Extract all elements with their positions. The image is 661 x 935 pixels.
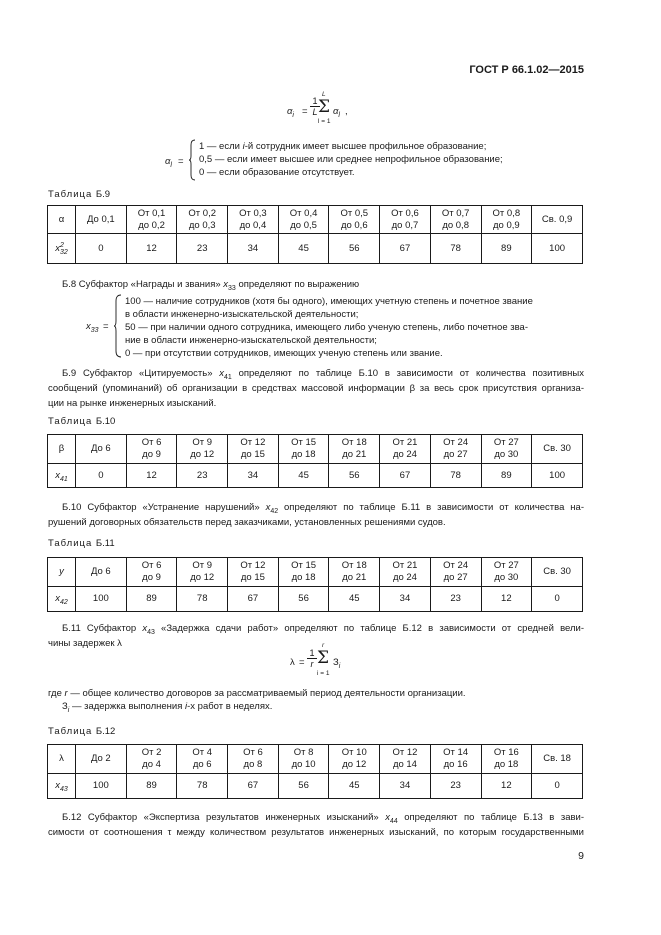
table-row bbox=[48, 234, 583, 264]
sum-lower: i = 1 bbox=[317, 670, 330, 677]
header-cell: От 16 до 18 bbox=[481, 745, 532, 774]
value-cell: 23 bbox=[177, 464, 228, 488]
document-page: ГОСТ Р 66.1.02—2015 $\alpha_i$ = $\frac{1}{L}$ L Σ l = 1 $\alpha_l$ , $\alpha_l$ = 1 — если i-й сотрудник имеет высшее профильное образование; 0,5 — если имеет высшее или среднее непрофильное образование; 0 — если образование отсутствует. Таблица Б.9 α До 0,1 От 0,1 до 0,2 От 0,2 до 0,3 От 0,3 до 0,4 От 0,4 до 0,5 От 0,5 до 0,6 От 0,6 до 0,7 От 0,7 до 0,8 От 0,8 до 0,9 Св. 0,9 x 2 32 0 12 23 34 45 56 67 78 89 100 Б.8 Субфактор «Награды и звания» $x_{33}$ определяют по выражению $x_{33}$ = 100 — наличие сотрудников (хотя бы одного), имеющих учетную степень и почетное звание в области инженерно-изыскательской деятельности; 50 — при наличии одного сотрудника, имеющего либо ученую степень, либо почетное зва- ние в области инженерно-изыскательской деятельности; 0 — при отсутствии сотрудников, имеющих ученую степень или звание. Б.9 Субфактор «Цитируемость» $x_{41}$ определяют по таблице Б.10 в зависимости от количества позитивных сообщений (упоминаний) об организации в средствах массовой информации β за весь срок присутствия организа- ции на рынке инженерных изысканий. Таблица Б.10 β До 6 От 6 до 9 От 9 до 12 От 12 до 15 От 15 до 18 От 18 до 21 От 21 до 24 От 24 до 27 От 27 до 30 Св. 30 $x_{41}$ 0 12 23 34 45 56 67 78 89 100 Б.10 Субфактор «Устранение нарушений» $x_{42}$ определяют по таблице Б.11 в зависимости от количества на- рушений договорных обязательств перед заказчиками, установленных решениями судов. Таблица Б.11 y До 6 От 6 до 9 От 9 до 12 От 12 до 15 От 15 до 18 От 18 до 21 От 21 до 24 От 24 до 27 От 27 до 30 Св. 30 $x_{42}$ 100 89 78 67 56 45 34 23 12 0 Б.11 Субфактор $x_{43}$ «Задержка сдачи работ» определяют по таблице Б.12 в зависимости от средней вели- чины задержек λ λ = $\frac{1}{r}$ r Σ i = 1 $З_i$ где r — общее количество договоров за рассматриваемый период деятельности организации. $З_i$ — задержка выполнения i-х работ в неделях. Таблица Б.12 λ До 2 От 2 до 4 От 4 до 6 От 6 до 8 От 8 до 10 От 10 до 12 От 12 до 14 От 14 до 16 От 16 до 18 Св. 18 $x_{43}$ 100 89 78 67 56 45 34 23 12 0 Б.12 Субфактор «Экспертиза результатов инженерных изысканий» $x_{44}$ определяют по таблице Б.13 в зави- симости от соотношения τ между количеством результатов инженерных изысканий, по которым государственными 9 bbox=[0, 0, 661, 935]
value-cell: 0 bbox=[532, 774, 583, 799]
row-label-cell: x 2 32 bbox=[48, 234, 76, 264]
header-cell: От 0,1 до 0,2 bbox=[126, 206, 177, 234]
header-cell: От 18 до 21 bbox=[329, 558, 380, 587]
header-cell: От 6 до 9 bbox=[126, 435, 177, 464]
table-header-row bbox=[48, 206, 583, 234]
table-b11 bbox=[47, 557, 583, 612]
document-header: ГОСТ Р 66.1.02—2015 bbox=[469, 64, 584, 76]
header-cell: До 6 bbox=[76, 435, 127, 464]
header-cell: От 6 до 8 bbox=[228, 745, 279, 774]
header-cell: От 2 до 4 bbox=[126, 745, 177, 774]
value-cell: 78 bbox=[177, 774, 228, 799]
formula-lhs: $\alpha_i$ bbox=[287, 106, 294, 119]
value-cell: 100 bbox=[76, 587, 127, 612]
value-cell: 12 bbox=[126, 464, 177, 488]
case-line: 50 — при наличии одного сотрудника, имеющего либо ученую степень, либо почетное зва- bbox=[125, 322, 528, 333]
header-cell: От 0,6 до 0,7 bbox=[380, 206, 431, 234]
header-cell: α bbox=[48, 206, 76, 234]
value-cell: 67 bbox=[380, 464, 431, 488]
table-b10 bbox=[47, 434, 583, 488]
header-cell: От 0,5 до 0,6 bbox=[329, 206, 380, 234]
header-cell: От 21 до 24 bbox=[380, 435, 431, 464]
value-cell: 45 bbox=[329, 774, 380, 799]
sigma-symbol: Σ bbox=[318, 97, 331, 117]
header-cell: Св. 0,9 bbox=[532, 206, 583, 234]
case-line: ние в области инженерно-изыскательской деятельности; bbox=[125, 335, 377, 346]
header-cell: От 0,3 до 0,4 bbox=[228, 206, 279, 234]
header-cell: До 6 bbox=[76, 558, 127, 587]
header-cell: От 0,4 до 0,5 bbox=[278, 206, 329, 234]
header-cell: От 12 до 14 bbox=[380, 745, 431, 774]
header-cell: От 6 до 9 bbox=[126, 558, 177, 587]
header-cell: От 8 до 10 bbox=[278, 745, 329, 774]
page-number: 9 bbox=[578, 850, 584, 862]
header-cell: От 14 до 16 bbox=[430, 745, 481, 774]
where-line: $З_i$ — задержка выполнения i-х работ в неделях. bbox=[62, 701, 273, 714]
header-cell: От 0,8 до 0,9 bbox=[481, 206, 532, 234]
value-cell: 89 bbox=[481, 234, 532, 264]
row-label-cell: $x_{43}$ bbox=[48, 774, 76, 799]
value-cell: 45 bbox=[278, 234, 329, 264]
value-cell: 45 bbox=[329, 587, 380, 612]
value-cell: 67 bbox=[228, 774, 279, 799]
value-cell: 56 bbox=[329, 234, 380, 264]
header-cell: Св. 18 bbox=[532, 745, 583, 774]
sum-lower: l = 1 bbox=[318, 118, 331, 125]
value-cell: 67 bbox=[228, 587, 279, 612]
value-cell: 89 bbox=[481, 464, 532, 488]
header-cell: От 9 до 12 bbox=[177, 558, 228, 587]
value-cell: 100 bbox=[76, 774, 127, 799]
header-cell: От 21 до 24 bbox=[380, 558, 431, 587]
header-cell: От 15 до 18 bbox=[278, 558, 329, 587]
header-cell: До 2 bbox=[76, 745, 127, 774]
sum-upper: L bbox=[322, 91, 326, 98]
paragraph-b11: Б.11 Субфактор $x_{43}$ «Задержка сдачи работ» определяют по таблице Б.12 в зависимости от средней вели- чины задержек λ bbox=[48, 623, 584, 649]
header-cell: Св. 30 bbox=[532, 435, 583, 464]
value-cell: 100 bbox=[532, 464, 583, 488]
header-cell: От 12 до 15 bbox=[228, 558, 279, 587]
header-cell: От 12 до 15 bbox=[228, 435, 279, 464]
sigma-symbol: Σ bbox=[317, 648, 330, 668]
value-cell: 0 bbox=[532, 587, 583, 612]
header-cell: От 10 до 12 bbox=[329, 745, 380, 774]
value-cell: 78 bbox=[177, 587, 228, 612]
sum-upper: r bbox=[322, 642, 325, 649]
case-line: в области инженерно-изыскательской деятельности; bbox=[125, 309, 359, 320]
table-header-row bbox=[48, 435, 583, 464]
value-cell: 89 bbox=[126, 774, 177, 799]
table-caption: Таблица Б.9 bbox=[48, 189, 111, 200]
header-cell: От 27 до 30 bbox=[481, 558, 532, 587]
formula-lhs: λ bbox=[290, 657, 295, 668]
value-cell: 100 bbox=[532, 234, 583, 264]
header-cell: До 0,1 bbox=[76, 206, 127, 234]
header-cell: От 18 до 21 bbox=[329, 435, 380, 464]
value-cell: 34 bbox=[228, 234, 279, 264]
case-line: 1 — если i-й сотрудник имеет высшее профильное образование; bbox=[199, 141, 487, 152]
value-cell: 34 bbox=[380, 774, 431, 799]
table-header-row bbox=[48, 745, 583, 774]
value-cell: 78 bbox=[430, 234, 481, 264]
value-cell: 78 bbox=[430, 464, 481, 488]
value-cell: 12 bbox=[481, 587, 532, 612]
formula-fraction: $\frac{1}{r}$ bbox=[307, 648, 317, 669]
value-cell: 34 bbox=[228, 464, 279, 488]
value-cell: 67 bbox=[380, 234, 431, 264]
header-cell: От 15 до 18 bbox=[278, 435, 329, 464]
value-cell: 45 bbox=[278, 464, 329, 488]
header-cell: y bbox=[48, 558, 76, 587]
case-line: 100 — наличие сотрудников (хотя бы одного), имеющих учетную степень и почетное звание bbox=[125, 296, 533, 307]
formula-term: $З_i$ bbox=[333, 657, 341, 670]
cases-lhs: $\alpha_l$ bbox=[165, 156, 172, 169]
header-cell: Св. 30 bbox=[532, 558, 583, 587]
header-cell: От 0,2 до 0,3 bbox=[177, 206, 228, 234]
value-cell: 23 bbox=[430, 774, 481, 799]
value-cell: 56 bbox=[329, 464, 380, 488]
value-cell: 34 bbox=[380, 587, 431, 612]
table-row bbox=[48, 774, 583, 799]
table-b9 bbox=[47, 205, 583, 264]
where-line: где r — общее количество договоров за рассматриваемый период деятельности организации. bbox=[48, 688, 466, 699]
table-row bbox=[48, 464, 583, 488]
header-cell: От 0,7 до 0,8 bbox=[430, 206, 481, 234]
case-line: 0 — если образование отсутствует. bbox=[199, 167, 355, 178]
paragraph-b9: Б.9 Субфактор «Цитируемость» $x_{41}$ определяют по таблице Б.10 в зависимости от количества позитивных сообщений (упоминаний) об организации в средствах массовой информации β за весь срок присутствия организа- ции на рынке инженерных изысканий. bbox=[48, 368, 584, 409]
left-brace bbox=[188, 139, 196, 181]
cases-lhs: $x_{33}$ bbox=[86, 321, 99, 334]
header-cell: От 9 до 12 bbox=[177, 435, 228, 464]
value-cell: 23 bbox=[430, 587, 481, 612]
value-cell: 56 bbox=[278, 774, 329, 799]
value-cell: 23 bbox=[177, 234, 228, 264]
value-cell: 0 bbox=[76, 464, 127, 488]
case-line: 0,5 — если имеет высшее или среднее непрофильное образование; bbox=[199, 154, 503, 165]
left-brace bbox=[113, 294, 122, 358]
table-caption: Таблица Б.10 bbox=[48, 416, 116, 427]
value-cell: 89 bbox=[126, 587, 177, 612]
header-cell: От 27 до 30 bbox=[481, 435, 532, 464]
table-header-row bbox=[48, 558, 583, 587]
value-cell: 56 bbox=[278, 587, 329, 612]
case-line: 0 — при отсутствии сотрудников, имеющих ученую степень или звание. bbox=[125, 348, 443, 359]
table-b12 bbox=[47, 744, 583, 799]
row-label-cell: $x_{42}$ bbox=[48, 587, 76, 612]
table-caption: Таблица Б.11 bbox=[48, 538, 115, 549]
value-cell: 12 bbox=[481, 774, 532, 799]
paragraph-b10: Б.10 Субфактор «Устранение нарушений» $x_{42}$ определяют по таблице Б.11 в зависимости от количества на- рушений договорных обязательств перед заказчиками, установленных решениями судов. bbox=[48, 502, 584, 528]
formula-term: $\alpha_l$ bbox=[333, 106, 340, 119]
header-cell: β bbox=[48, 435, 76, 464]
header-cell: λ bbox=[48, 745, 76, 774]
header-cell: От 24 до 27 bbox=[430, 558, 481, 587]
table-row bbox=[48, 587, 583, 612]
formula-eq: = bbox=[299, 657, 305, 668]
value-cell: 12 bbox=[126, 234, 177, 264]
formula-fraction: $\frac{1}{L}$ bbox=[310, 96, 320, 117]
paragraph-b12: Б.12 Субфактор «Экспертиза результатов инженерных изысканий» $x_{44}$ определяют по таблице Б.13 в зави- симости от соотношения τ между количеством результатов инженерных изысканий, по которым государственными bbox=[48, 812, 584, 838]
row-label-cell: $x_{41}$ bbox=[48, 464, 76, 488]
formula-eq: = bbox=[302, 106, 308, 117]
header-cell: От 4 до 6 bbox=[177, 745, 228, 774]
paragraph-b8: Б.8 Субфактор «Награды и звания» $x_{33}$ определяют по выражению bbox=[62, 279, 360, 292]
header-cell: От 24 до 27 bbox=[430, 435, 481, 464]
table-caption: Таблица Б.12 bbox=[48, 726, 116, 737]
value-cell: 0 bbox=[76, 234, 127, 264]
